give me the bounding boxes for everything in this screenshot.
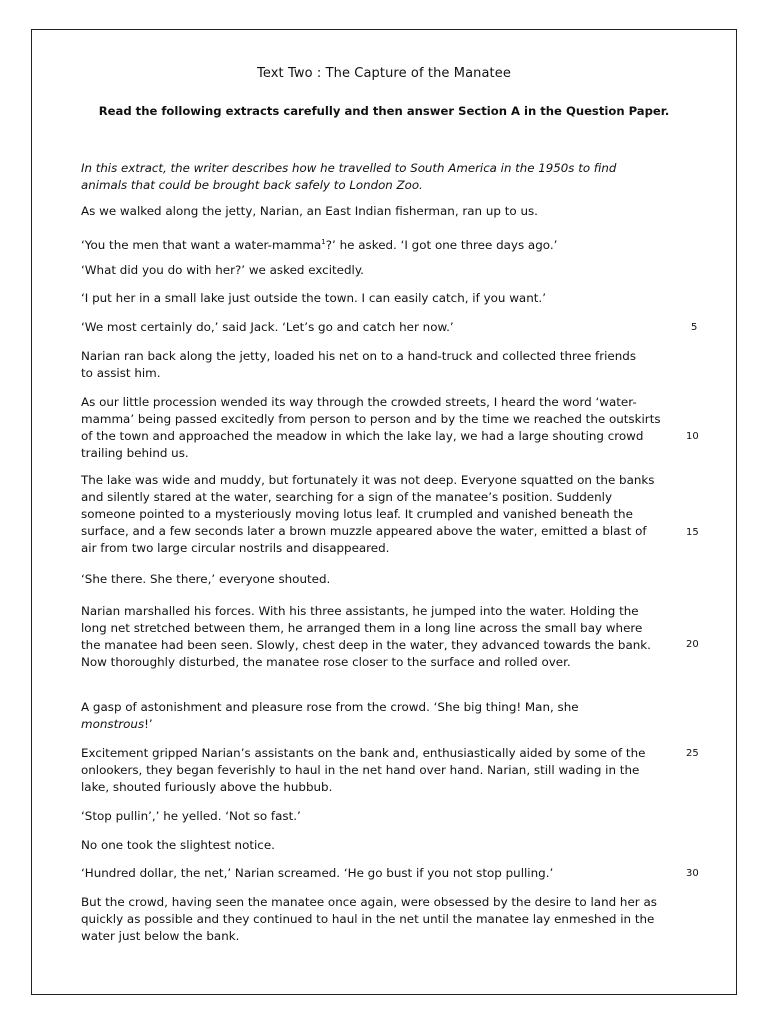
paragraph: Narian ran back along the jetty, loaded his net on to a hand-truck and collected three friends to assist him. bbox=[81, 349, 637, 380]
line-number: 10 bbox=[686, 431, 699, 442]
line-number: 25 bbox=[686, 748, 699, 759]
paragraph: A gasp of astonishment and pleasure rose from the crowd. ‘She big thing! Man, she monstrous!’ bbox=[81, 700, 579, 731]
instruction-text: Read the following extracts carefully and then answer Section A in the Question Paper. bbox=[98, 104, 670, 118]
footnote-marker: 1 bbox=[321, 238, 326, 246]
paragraph: But the crowd, having seen the manatee once again, were obsessed by the desire to land her as quickly as possible and they continued to haul in the net until the manatee lay enmeshed in the water just below the bank. bbox=[81, 895, 657, 943]
line-number: 20 bbox=[686, 639, 699, 650]
paragraph: ‘You the men that want a water-mamma$^1$?’ he asked. ‘I got one three days ago.’ bbox=[81, 237, 558, 252]
paragraph: ‘What did you do with her?’ we asked excitedly. bbox=[81, 263, 364, 277]
paragraph: No one took the slightest notice. bbox=[81, 838, 275, 852]
line-number: 5 bbox=[691, 322, 698, 333]
intro-text: In this extract, the writer describes how he travelled to South America in the 1950s to find animals that could be brought back safely to London Zoo. bbox=[81, 161, 617, 192]
line-number: 15 bbox=[686, 527, 699, 538]
paragraph: ‘I put her in a small lake just outside the town. I can easily catch, if you want.’ bbox=[81, 291, 546, 305]
paragraph: ‘Stop pullin’,’ he yelled. ‘Not so fast.’ bbox=[81, 809, 301, 823]
paragraph: As we walked along the jetty, Narian, an East Indian fisherman, ran up to us. bbox=[81, 204, 538, 218]
paragraph: The lake was wide and muddy, but fortunately it was not deep. Everyone squatted on the banks and silently stared at the water, searching for a sign of the manatee’s position. Suddenly someone pointed to a mysteriously moving lotus leaf. It crumpled and vanished beneath the surface, and a few seconds later a brown muzzle appeared above the water, emitted a blast of air from two large circular nostrils and disappeared. bbox=[81, 473, 655, 555]
page-title: Text Two : The Capture of the Manatee bbox=[257, 66, 511, 81]
line-number: 30 bbox=[686, 868, 699, 879]
paragraph: As our little procession wended its way through the crowded streets, I heard the word ‘water-mamma’ being passed excitedly from person to person and by the time we reached the outskirts of the town and approached the meadow in which the lake lay, we had a large shouting crowd trailing behind us. bbox=[81, 395, 661, 460]
paragraph: Narian marshalled his forces. With his three assistants, he jumped into the water. Holding the long net stretched between them, he arranged them in a long line across the small bay where the manatee had been seen. Slowly, chest deep in the water, they advanced towards the bank. Now thoroughly disturbed, the manatee rose closer to the surface and rolled over. bbox=[81, 604, 651, 669]
paragraph: Excitement gripped Narian’s assistants on the bank and, enthusiastically aided by some of the onlookers, they began feverishly to haul in the net hand over hand. Narian, still wading in the lake, shouted furiously above the hubbub. bbox=[81, 746, 646, 794]
paragraph: ‘She there. She there,’ everyone shouted. bbox=[81, 572, 331, 586]
paragraph: ‘Hundred dollar, the net,’ Narian screamed. ‘He go bust if you not stop pulling.’ bbox=[81, 866, 554, 880]
paragraph: ‘We most certainly do,’ said Jack. ‘Let’s go and catch her now.’ bbox=[81, 320, 454, 334]
